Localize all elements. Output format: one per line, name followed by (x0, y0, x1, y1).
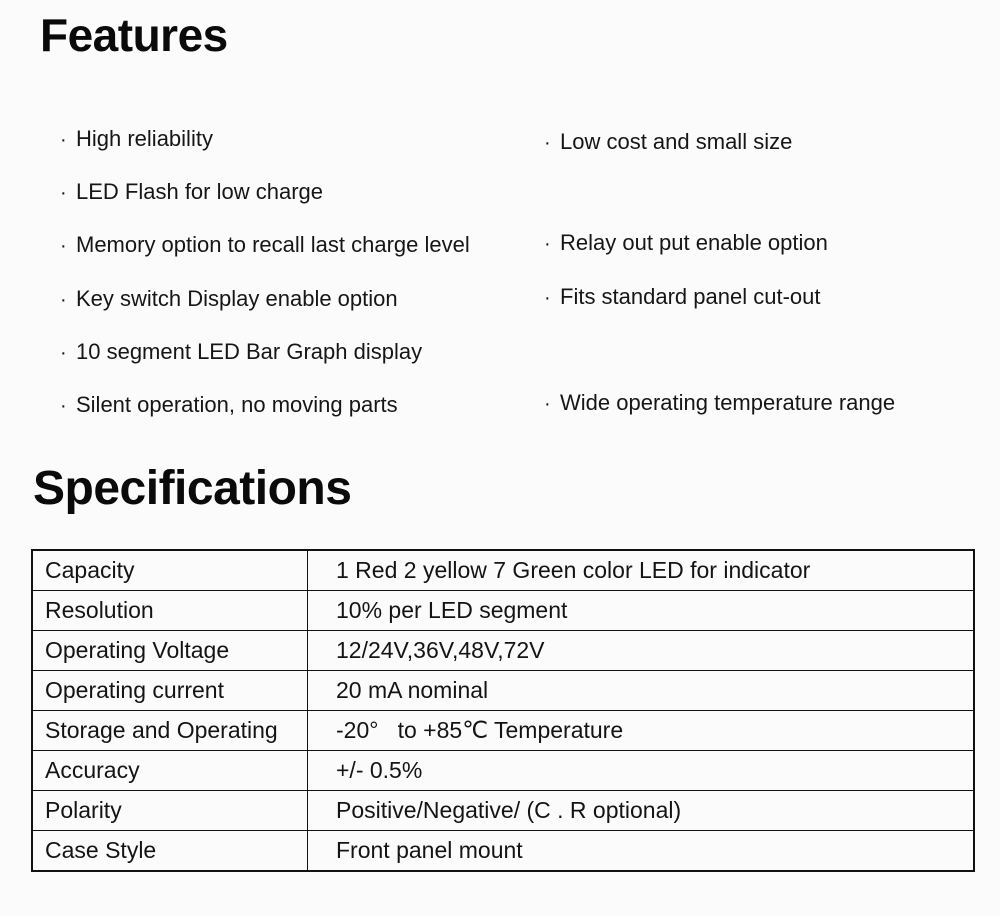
feature-text: High reliability (76, 126, 213, 151)
spec-value: -20° to +85℃ Temperature (308, 711, 975, 751)
feature-text: Memory option to recall last charge level (76, 232, 470, 257)
feature-text: Silent operation, no moving parts (76, 392, 398, 417)
bullet-icon: · (60, 235, 67, 257)
bullet-icon: · (60, 182, 67, 204)
specifications-table (31, 549, 975, 872)
spec-value: 20 mA nominal (308, 671, 975, 711)
spec-value: Front panel mount (308, 831, 975, 872)
spec-label: Polarity (32, 791, 308, 831)
feature-text: LED Flash for low charge (76, 179, 323, 204)
feature-item (544, 284, 820, 310)
feature-item (544, 129, 792, 155)
spec-label: Capacity (32, 550, 308, 591)
feature-item (544, 230, 828, 256)
table-row (32, 791, 974, 831)
table-row (32, 671, 974, 711)
feature-item (60, 286, 398, 312)
bullet-icon: · (60, 129, 67, 151)
spec-label: Operating Voltage (32, 631, 308, 671)
feature-item (60, 232, 470, 258)
table-row (32, 751, 974, 791)
table-row (32, 711, 974, 751)
feature-text: 10 segment LED Bar Graph display (76, 339, 423, 364)
table-row (32, 591, 974, 631)
feature-item (60, 179, 323, 205)
features-heading: Features (40, 9, 228, 61)
spec-value: 10% per LED segment (308, 591, 975, 631)
spec-label: Operating current (32, 671, 308, 711)
bullet-icon: · (60, 289, 67, 311)
table-row (32, 831, 974, 872)
bullet-icon: · (544, 393, 551, 415)
spec-label: Resolution (32, 591, 308, 631)
spec-value: +/- 0.5% (308, 751, 975, 791)
feature-text: Relay out put enable option (560, 230, 828, 255)
spec-value: 1 Red 2 yellow 7 Green color LED for indicator (308, 550, 975, 591)
bullet-icon: · (544, 233, 551, 255)
bullet-icon: · (60, 342, 67, 364)
feature-item (544, 390, 895, 416)
bullet-icon: · (544, 287, 551, 309)
spec-label: Accuracy (32, 751, 308, 791)
spec-value: 12/24V,36V,48V,72V (308, 631, 975, 671)
feature-text: Key switch Display enable option (76, 286, 398, 311)
table-row (32, 631, 974, 671)
feature-item (60, 126, 213, 152)
feature-text: Fits standard panel cut-out (560, 284, 821, 309)
specifications-heading: Specifications (33, 462, 352, 515)
feature-item (60, 392, 398, 418)
spec-label: Storage and Operating (32, 711, 308, 751)
feature-text: Low cost and small size (560, 129, 793, 154)
feature-text: Wide operating temperature range (560, 390, 896, 415)
table-row (32, 550, 974, 591)
feature-item (60, 339, 422, 365)
bullet-icon: · (60, 395, 67, 417)
spec-value: Positive/Negative/ (C . R optional) (308, 791, 975, 831)
spec-label: Case Style (32, 831, 308, 872)
bullet-icon: · (544, 132, 551, 154)
